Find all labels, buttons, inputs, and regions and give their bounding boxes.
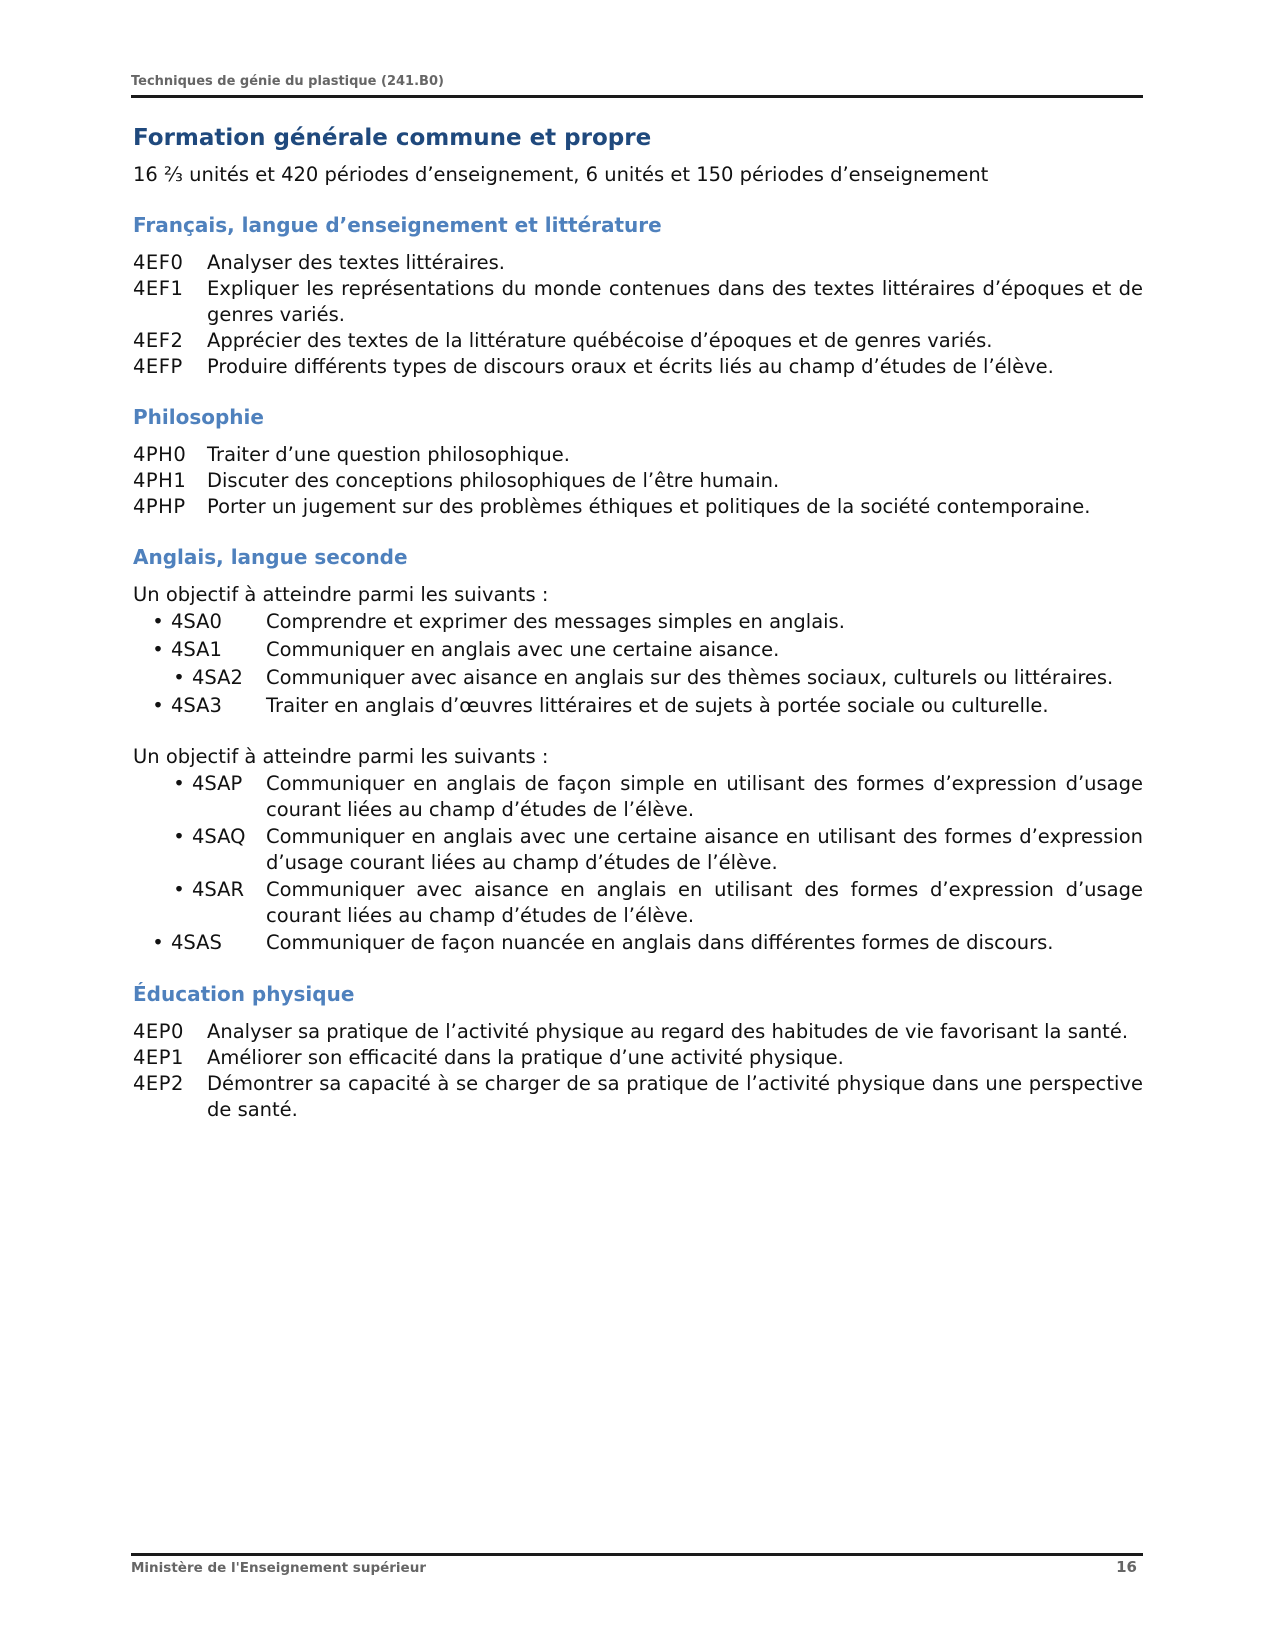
course-code: 4SAS — [171, 931, 222, 954]
course-row — [133, 250, 1143, 276]
course-title: Traiter en anglais d’œuvres littéraires et de sujets à portée sociale ou culturelle. — [266, 694, 1049, 717]
course-code: 4PH1 — [133, 469, 187, 492]
course-code: 4EP1 — [133, 1046, 184, 1069]
course-code: 4SAR — [192, 878, 245, 901]
course-title: Améliorer son efficacité dans la pratique d’une activité physique. — [207, 1046, 844, 1069]
course-code: 4SA3 — [171, 694, 222, 717]
header-rule — [131, 95, 1143, 98]
course-title: Porter un jugement sur des problèmes éthiques et politiques de la société contemporaine. — [207, 495, 1091, 518]
course-title: Analyser des textes littéraires. — [207, 251, 506, 274]
bullet-icon: • — [173, 825, 185, 848]
course-title: Communiquer avec aisance en anglais en utilisant des formes d’expression d’usage courant liées au champ d’études de l’élève. — [266, 878, 1143, 927]
course-code: 4PH0 — [133, 443, 187, 466]
course-row — [133, 494, 1143, 520]
course-code: 4SA1 — [171, 638, 222, 661]
list-item — [133, 876, 1143, 929]
course-row — [133, 276, 1143, 328]
bullet-icon: • — [173, 666, 185, 689]
bullet-icon: • — [152, 610, 164, 633]
course-code: 4EF0 — [133, 251, 184, 274]
list-item — [133, 692, 1143, 720]
course-title: Comprendre et exprimer des messages simples en anglais. — [266, 610, 845, 633]
anglais-intro: Un objectif à atteindre parmi les suivants : — [133, 745, 549, 768]
course-code: 4EF2 — [133, 329, 184, 352]
list-item — [133, 770, 1143, 823]
page-number: 16 — [1116, 1558, 1137, 1576]
course-row — [133, 328, 1143, 354]
bullet-icon: • — [173, 878, 185, 901]
course-title: Discuter des conceptions philosophiques de l’être humain. — [207, 469, 780, 492]
bullet-icon: • — [152, 694, 164, 717]
bullet-icon: • — [152, 638, 164, 661]
course-code: 4SA2 — [192, 666, 243, 689]
course-title: Apprécier des textes de la littérature québécoise d’époques et de genres variés. — [207, 329, 993, 352]
section-title: Formation générale commune et propre — [133, 125, 652, 151]
course-title: Communiquer de façon nuancée en anglais dans différentes formes de discours. — [266, 931, 1054, 954]
course-code: 4EP2 — [133, 1072, 184, 1095]
list-item — [133, 929, 1143, 957]
francais-title: Français, langue d’enseignement et littérature — [133, 213, 662, 237]
spacer — [133, 720, 1143, 744]
course-row — [133, 442, 1143, 468]
course-title: Communiquer en anglais avec une certaine aisance. — [266, 638, 780, 661]
course-code: 4EP0 — [133, 1020, 184, 1043]
section-summary: 16 ⅔ unités et 420 périodes d’enseignement, 6 unités et 150 périodes d’enseignement — [133, 163, 989, 186]
course-code: 4SAQ — [192, 825, 246, 848]
education-course-list — [133, 1019, 1143, 1123]
course-title: Communiquer en anglais de façon simple en utilisant des formes d’expression d’usage courant liées au champ d’études de l’élève. — [266, 772, 1143, 821]
course-title: Démontrer sa capacité à se charger de sa pratique de l’activité physique dans une perspective de santé. — [207, 1072, 1143, 1121]
course-code: 4SA0 — [171, 610, 222, 633]
course-row — [133, 468, 1143, 494]
course-title: Communiquer avec aisance en anglais sur des thèmes sociaux, culturels ou littéraires. — [266, 666, 1114, 689]
list-item — [133, 608, 1143, 636]
list-item — [133, 636, 1143, 664]
course-title: Produire différents types de discours oraux et écrits liés au champ d’études de l’élève. — [207, 355, 1054, 378]
footer-ministry: Ministère de l'Enseignement supérieur — [131, 1560, 426, 1576]
philosophie-course-list — [133, 442, 1143, 520]
course-title: Analyser sa pratique de l’activité physique au regard des habitudes de vie favorisant la santé. — [207, 1020, 1129, 1043]
anglais-title: Anglais, langue seconde — [133, 545, 408, 569]
course-row — [133, 354, 1143, 380]
course-code: 4EFP — [133, 355, 183, 378]
course-row — [133, 1071, 1143, 1123]
course-code: 4SAP — [192, 772, 243, 795]
footer-rule — [131, 1553, 1143, 1556]
course-code: 4EF1 — [133, 277, 184, 300]
course-row — [133, 1019, 1143, 1045]
anglais-group-1 — [133, 608, 1143, 720]
francais-course-list — [133, 250, 1143, 380]
anglais-intro: Un objectif à atteindre parmi les suivants : — [133, 583, 549, 606]
anglais-group-2 — [133, 770, 1143, 957]
bullet-icon: • — [152, 931, 164, 954]
course-title: Traiter d’une question philosophique. — [207, 443, 570, 466]
running-header: Techniques de génie du plastique (241.B0) — [131, 74, 444, 89]
list-item — [133, 823, 1143, 876]
bullet-icon: • — [173, 772, 185, 795]
course-title: Communiquer en anglais avec une certaine aisance en utilisant des formes d’expression d’usage courant liées au champ d’études de l’élève. — [266, 825, 1143, 874]
list-item — [133, 664, 1143, 692]
page-content — [133, 122, 1143, 1123]
education-title: Éducation physique — [133, 982, 355, 1006]
philosophie-title: Philosophie — [133, 405, 264, 429]
course-title: Expliquer les représentations du monde contenues dans des textes littéraires d’époques et de genres variés. — [207, 277, 1143, 326]
course-row — [133, 1045, 1143, 1071]
course-code: 4PHP — [133, 495, 186, 518]
